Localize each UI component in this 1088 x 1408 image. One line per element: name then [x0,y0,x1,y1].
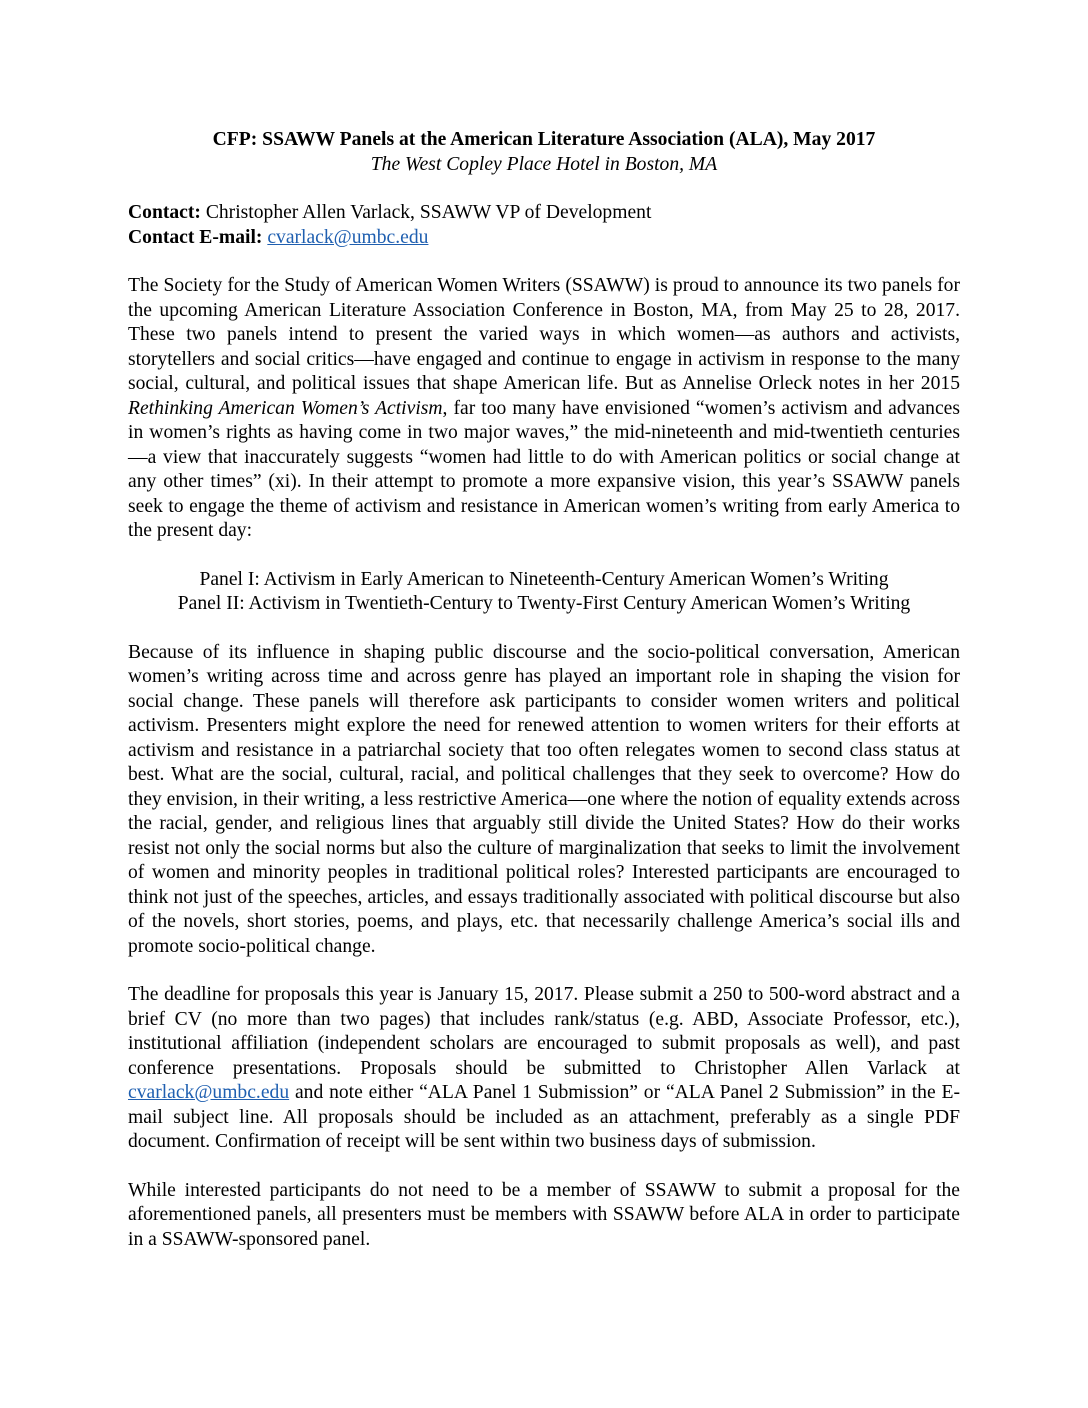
contact-line [128,201,960,226]
deadline-text-end: and note either “ALA Panel 1 Submission” or “ALA Panel 2 Submission” in the E-mail subject line. All proposals should be included as an attachment, preferably as a single PDF document. Confirmation of receipt will be sent within two business days of submission. [128,1082,960,1152]
intro-text-start: The Society for the Study of American Women Writers (SSAWW) is proud to announce its two panels for the upcoming American Literature Association Conference in Boston, MA, from May 25 to 28, 2017. These two panels intend to present the varied ways in which women—as authors and activists, storytellers and social critics—have engaged and continue to engage in activism in response to the many social, cultural, and political issues that shape American life. But as Annelise Orleck notes in her 2015 [128,275,960,394]
intro-paragraph [128,274,960,544]
panel-list [128,568,960,617]
deadline-email-link[interactable]: cvarlack@umbc.edu [128,1082,290,1103]
membership-paragraph: While interested participants do not need to be a member of SSAWW to submit a proposal for the aforementioned panels, all presenters must be members with SSAWW before ALA in order to participate in a SSAWW-sponsored panel. [128,1179,960,1250]
contact-email-label: Contact E-mail: [128,226,263,248]
contact-label: Contact: [128,202,201,223]
deadline-text-start: The deadline for proposals this year is January 15, 2017. Please submit a 250 to 500-word abstract and a brief CV (no more than two pages) that includes rank/status (e.g. ABD, Associate Professor, etc.), institutional affiliation (independent scholars are encouraged to submit proposals as well), and past conference presentations. Proposals should be submitted to Christopher Allen Varlack at [128,984,960,1079]
contact-email-link[interactable]: cvarlack@umbc.edu [267,226,429,248]
panel-item-1: Panel I: Activism in Early American to Nineteenth-Century American Women’s Writing [199,568,889,590]
intro-text-end: , far too many have envisioned “women’s activism and advances in women’s rights as having come in two major waves,” the mid-nineteenth and mid-twentieth centuries—a view that inaccurately suggests “women had little to do with American politics or social change at any other times” (xi). In their attempt to promote a more expansive vision, this year’s SSAWW panels seek to engage the theme of activism and resistance in American women’s writing from early America to the present day: [128,397,960,541]
contact-value: Christopher Allen Varlack, SSAWW VP of Development [200,202,652,223]
deadline-paragraph [128,983,960,1155]
book-title: Rethinking American Women’s Activism [128,397,443,419]
panel-item-2: Panel II: Activism in Twentieth-Century to Twenty-First Century American Women’s Writing [177,593,911,614]
body-paragraph: Because of its influence in shaping public discourse and the socio-political conversation, American women’s writing across time and across genre has played an important role in shaping the vision for social change. These panels will therefore ask participants to consider women writers and political activism. Presenters might explore the need for renewed attention to women writers for their efforts at activism and resistance in a patriarchal society that too often relegates women to second class status at best. What are the social, cultural, racial, and political challenges that they seek to overcome? How do they envision, in their writing, a less restrictive America—one where the notion of equality extends across the racial, gender, and religious lines that arguably still divide the United States? How do their works resist not only the social norms but also the culture of marginalization that seeks to limit the involvement of women and minority peoples in traditional political roles? Interested participants are encouraged to think not just of the speeches, articles, and essays traditionally associated with political discourse but also of the novels, short stories, poems, and plays, etc. that necessarily challenge America’s social ills and promote socio-political change. [128,641,960,957]
contact-block [128,201,960,250]
document-title: CFP: SSAWW Panels at the American Literature Association (ALA), May 2017 [212,129,876,150]
contact-email-line [128,226,960,251]
document-page [128,128,960,1252]
document-subtitle: The West Copley Place Hotel in Boston, MA [370,153,718,175]
